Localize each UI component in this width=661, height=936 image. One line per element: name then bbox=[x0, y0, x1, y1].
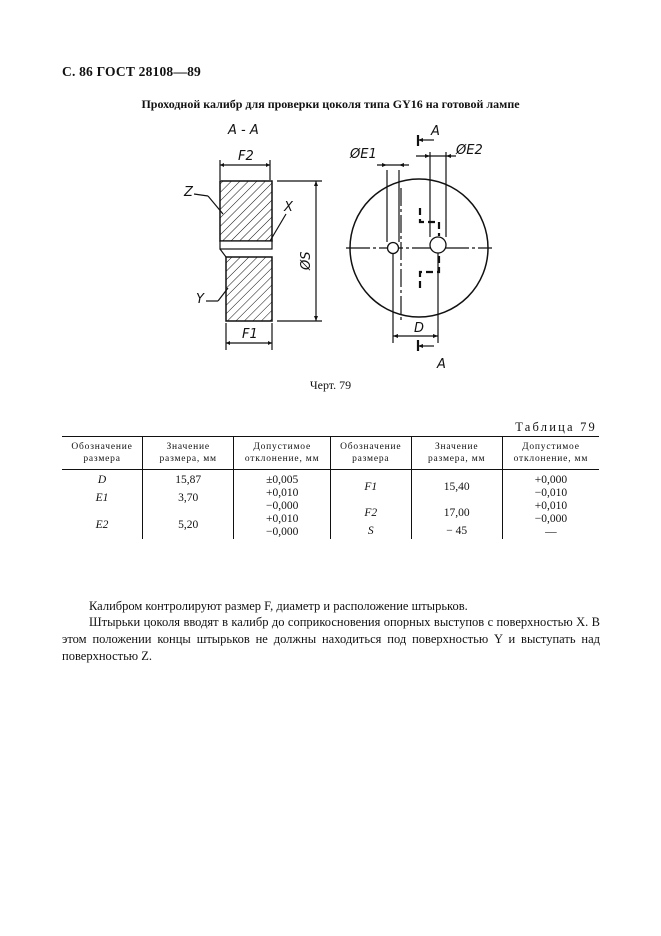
value-s: − 45 bbox=[446, 525, 468, 537]
label-f1: F1 bbox=[242, 327, 258, 342]
cell-value-left bbox=[143, 470, 234, 540]
tol-e2-upper: +0,010 bbox=[265, 513, 299, 525]
section-label: А - А bbox=[228, 123, 259, 138]
paragraph-1: Калибром контролируют размер F, диаметр и расположение штырьков. bbox=[89, 599, 468, 613]
gauge-section-view bbox=[183, 149, 322, 350]
tol-f2-lower: −0,000 bbox=[534, 513, 568, 525]
tol-f1-lower: −0,010 bbox=[534, 487, 568, 499]
symbol-f1: F1 bbox=[364, 481, 378, 493]
cell-symbol-right bbox=[330, 470, 411, 540]
cell-symbol-left bbox=[62, 470, 143, 540]
gauge-drawing bbox=[150, 118, 510, 380]
value-e1: 3,70 bbox=[178, 492, 199, 504]
table-header-row bbox=[62, 437, 599, 470]
label-e1: ØE1 bbox=[350, 147, 377, 162]
figure-title: Проходной калибр для проверки цоколя типа GY16 на готовой лампе bbox=[141, 97, 520, 111]
table-label: Таблица 79 bbox=[515, 420, 597, 434]
tol-f2-upper: +0,010 bbox=[534, 500, 568, 512]
value-e2: 5,20 bbox=[178, 519, 199, 531]
page-header: С. 86 ГОСТ 28108—89 bbox=[62, 64, 201, 79]
label-f2: F2 bbox=[238, 149, 254, 164]
tol-e2-lower: −0,000 bbox=[265, 526, 299, 538]
table-row bbox=[62, 470, 599, 540]
label-z: Z bbox=[184, 185, 193, 200]
tol-d: ±0,005 bbox=[266, 474, 299, 486]
tol-e1-upper: +0,010 bbox=[265, 487, 299, 499]
tol-e1-lower: −0,000 bbox=[265, 500, 299, 512]
label-a-top: А bbox=[431, 124, 440, 139]
label-s: ØS bbox=[299, 251, 314, 270]
header-designation-left: Обозначение размера bbox=[62, 437, 143, 470]
tol-f1-upper: +0,000 bbox=[534, 474, 568, 486]
cell-tolerance-right bbox=[502, 470, 599, 540]
header-tolerance-left: Допустимое отклонение, мм bbox=[234, 437, 331, 470]
header-tolerance-right: Допустимое отклонение, мм bbox=[502, 437, 599, 470]
symbol-e2: E2 bbox=[95, 519, 109, 531]
figure-caption: Черт. 79 bbox=[309, 378, 352, 392]
label-a-bottom: А bbox=[437, 357, 446, 372]
gauge-front-view bbox=[346, 124, 492, 372]
value-f2: 17,00 bbox=[443, 507, 470, 519]
symbol-e1: E1 bbox=[95, 492, 109, 504]
paragraph-2: Штырьки цоколя вводят в калибр до соприкосновения опорных выступов с поверхностью X. В этом положении концы штырьков не должны находиться под поверхностью Y и выступать над поверхностью Z. bbox=[62, 615, 600, 663]
header-value-right: Значение размера, мм bbox=[411, 437, 502, 470]
label-d: D bbox=[414, 321, 425, 336]
cell-value-right bbox=[411, 470, 502, 540]
symbol-f2: F2 bbox=[364, 507, 378, 519]
cell-tolerance-left bbox=[234, 470, 331, 540]
value-f1: 15,40 bbox=[443, 481, 470, 493]
label-y: Y bbox=[196, 292, 204, 307]
dimensions-table bbox=[62, 436, 599, 539]
header-value-left: Значение размера, мм bbox=[143, 437, 234, 470]
symbol-s: S bbox=[367, 525, 374, 537]
symbol-d: D bbox=[97, 474, 107, 486]
label-e2: ØE2 bbox=[456, 143, 483, 158]
value-d: 15,87 bbox=[175, 474, 202, 486]
tol-s: — bbox=[545, 526, 557, 538]
header-designation-right: Обозначение размера bbox=[330, 437, 411, 470]
label-x: X bbox=[284, 200, 293, 215]
